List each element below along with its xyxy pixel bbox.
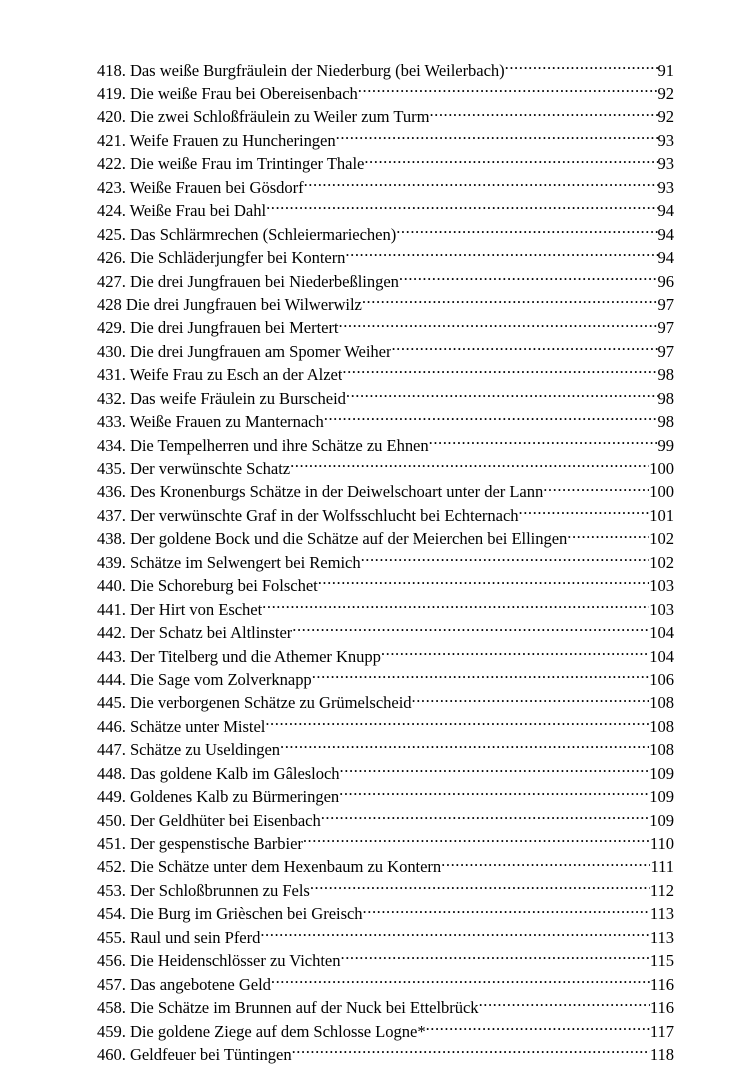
- toc-entry: [97, 200, 674, 223]
- toc-entry-page-number: 104: [649, 646, 674, 666]
- toc-entry-title: 422. Die weiße Frau im Trintinger Thale: [97, 154, 365, 174]
- toc-entry: [97, 997, 674, 1020]
- toc-entry: [97, 950, 674, 973]
- toc-entry-leader: [412, 692, 650, 709]
- toc-entry-page-number: 92: [657, 107, 674, 127]
- toc-entry-page-number: 98: [657, 388, 674, 408]
- toc-entry-title: 458. Die Schätze im Brunnen auf der Nuck bei Ettelbrück: [97, 998, 479, 1018]
- toc-entry-title: 421. Weife Frauen zu Huncheringen: [97, 130, 336, 150]
- toc-entry-leader: [364, 153, 657, 170]
- toc-entry: [97, 387, 674, 410]
- toc-entry-title: 429. Die drei Jungfrauen bei Mertert: [97, 318, 339, 338]
- toc-entry-page-number: 104: [649, 623, 674, 643]
- toc-entry: [97, 270, 674, 293]
- toc-entry-leader: [358, 82, 658, 99]
- toc-entry: [97, 176, 674, 199]
- toc-entry-page-number: 101: [649, 505, 674, 525]
- toc-entry-title: 431. Weife Frau zu Esch an der Alzet: [97, 365, 343, 385]
- toc-entry-leader: [260, 926, 650, 943]
- toc-entry: [97, 879, 674, 902]
- toc-entry-leader: [266, 200, 657, 217]
- toc-entry-title: 456. Die Heidenschlösser zu Vichten: [97, 951, 341, 971]
- toc-entry-title: 446. Schätze unter Mistel: [97, 716, 266, 736]
- toc-entry-title: 430. Die drei Jungfrauen am Spomer Weiher: [97, 341, 392, 361]
- toc-entry-leader: [262, 598, 649, 615]
- toc-entry-page-number: 115: [649, 951, 674, 971]
- toc-entry: [97, 340, 674, 363]
- toc-entry-title: 455. Raul und sein Pferd: [97, 927, 261, 947]
- toc-entry-leader: [429, 106, 657, 123]
- toc-entry-leader: [362, 293, 658, 310]
- toc-entry-title: 460. Geldfeuer bei Tüntingen: [97, 1044, 292, 1064]
- toc-entry-page-number: 108: [649, 740, 674, 760]
- toc-entry-page-number: 103: [649, 576, 674, 596]
- toc-entry-leader: [543, 481, 649, 498]
- toc-entry: [97, 668, 674, 691]
- toc-entry-title: 459. Die goldene Ziege auf dem Schlosse Logne*: [97, 1021, 426, 1041]
- toc-entry: [97, 293, 674, 316]
- toc-entry: [97, 786, 674, 809]
- toc-entry-page-number: 97: [657, 318, 674, 338]
- toc-entry-page-number: 99: [657, 435, 674, 455]
- toc-entry-page-number: 96: [657, 271, 674, 291]
- toc-entry: [97, 739, 674, 762]
- toc-entry-leader: [399, 270, 658, 287]
- toc-entry-leader: [292, 1043, 650, 1060]
- toc-entry-page-number: 108: [649, 693, 674, 713]
- toc-entry-title: 436. Des Kronenburgs Schätze in der Deiwelschoart unter der Lann: [97, 482, 544, 502]
- toc-entry: [97, 411, 674, 434]
- toc-entry-leader: [304, 176, 658, 193]
- toc-entry-leader: [340, 762, 650, 779]
- toc-entry-leader: [290, 457, 649, 474]
- toc-entry-page-number: 94: [657, 248, 674, 268]
- toc-entry: [97, 551, 674, 574]
- toc-entry-page-number: 117: [649, 1021, 674, 1041]
- toc-entry: [97, 106, 674, 129]
- toc-entry-title: 444. Die Sage vom Zolverknapp: [97, 669, 312, 689]
- toc-entry-title: 449. Goldenes Kalb zu Bürmeringen: [97, 787, 340, 807]
- toc-entry-leader: [363, 903, 650, 920]
- toc-entry-leader: [280, 739, 649, 756]
- toc-entry-page-number: 113: [649, 904, 674, 924]
- toc-entry: [97, 481, 674, 504]
- toc-entry-title: 443. Der Titelberg und die Athemer Knupp: [97, 646, 381, 666]
- toc-entry-page-number: 113: [649, 927, 674, 947]
- toc-entry-page-number: 93: [657, 130, 674, 150]
- toc-entry-title: 454. Die Burg im Grièschen bei Greisch: [97, 904, 363, 924]
- toc-entry-page-number: 109: [649, 763, 674, 783]
- toc-entry: [97, 82, 674, 105]
- toc-entry-leader: [292, 622, 649, 639]
- toc-entry: [97, 434, 674, 457]
- toc-entry-page-number: 102: [649, 529, 674, 549]
- toc-entry: [97, 457, 674, 480]
- toc-entry-title: 447. Schätze zu Useldingen: [97, 740, 281, 760]
- toc-entry-leader: [324, 411, 658, 428]
- toc-entry-page-number: 98: [657, 412, 674, 432]
- toc-entry: [97, 1020, 674, 1043]
- toc-entry-title: 434. Die Tempelherren und ihre Schätze zu Ehnen: [97, 435, 429, 455]
- toc-entry-title: 452. Die Schätze unter dem Hexenbaum zu Kontern: [97, 857, 442, 877]
- toc-entry-page-number: 97: [657, 341, 674, 361]
- toc-entry: [97, 809, 674, 832]
- toc-entry: [97, 364, 674, 387]
- toc-entry-leader: [519, 504, 650, 521]
- toc-entry-leader: [381, 645, 649, 662]
- toc-entry: [97, 598, 674, 621]
- toc-entry-leader: [336, 129, 658, 146]
- toc-entry: [97, 856, 674, 879]
- toc-entry-title: 450. Der Geldhüter bei Eisenbach: [97, 810, 321, 830]
- toc-entry-page-number: 93: [657, 177, 674, 197]
- toc-entry-page-number: 112: [649, 880, 674, 900]
- toc-entry-leader: [429, 434, 658, 451]
- toc-entry-leader: [339, 317, 658, 334]
- toc-entry-page-number: 116: [649, 974, 674, 994]
- toc-entry: [97, 622, 674, 645]
- toc-entry-page-number: 100: [649, 482, 674, 502]
- toc-entry: [97, 317, 674, 340]
- toc-entry-leader: [265, 715, 649, 732]
- toc-entry-leader: [391, 340, 657, 357]
- toc-entry-title: 426. Die Schläderjungfer bei Kontern: [97, 248, 346, 268]
- toc-entry-leader: [345, 247, 657, 264]
- toc-entry-page-number: 110: [649, 834, 674, 854]
- toc-entry-leader: [441, 856, 650, 873]
- toc-entry: [97, 575, 674, 598]
- toc-entry-title: 432. Das weife Fräulein zu Burscheid: [97, 388, 346, 408]
- toc-entry: [97, 59, 674, 82]
- toc-entry: [97, 926, 674, 949]
- toc-entry: [97, 762, 674, 785]
- toc-entry-page-number: 93: [657, 154, 674, 174]
- toc-entry-title: 439. Schätze im Selwengert bei Remich: [97, 552, 361, 572]
- toc-entry-title: 435. Der verwünschte Schatz: [97, 459, 291, 479]
- toc-entry-leader: [567, 528, 649, 545]
- toc-entry-title: 427. Die drei Jungfrauen bei Niederbeßlingen: [97, 271, 399, 291]
- toc-entry-title: 420. Die zwei Schloßfräulein zu Weiler zum Turm: [97, 107, 430, 127]
- toc-entry: [97, 1043, 674, 1066]
- toc-entry-leader: [339, 786, 649, 803]
- toc-entry-title: 424. Weiße Frau bei Dahl: [97, 201, 267, 221]
- toc-entry: [97, 153, 674, 176]
- toc-entry-title: 438. Der goldene Bock und die Schätze auf der Meierchen bei Ellingen: [97, 529, 568, 549]
- toc-entry-leader: [312, 668, 650, 685]
- toc-entry-page-number: 102: [649, 552, 674, 572]
- toc-entry-leader: [342, 364, 657, 381]
- toc-entry-leader: [271, 973, 650, 990]
- toc-entry-title: 441. Der Hirt von Eschet: [97, 599, 263, 619]
- toc-entry-leader: [426, 1020, 650, 1037]
- toc-entry-title: 437. Der verwünschte Graf in der Wolfsschlucht bei Echternach: [97, 505, 519, 525]
- toc-entry-title: 433. Weiße Frauen zu Manternach: [97, 412, 324, 432]
- toc-entry-leader: [318, 575, 650, 592]
- toc-entry-title: 425. Das Schlärmrechen (Schleiermariechen): [97, 224, 397, 244]
- toc-entry-page-number: 94: [657, 201, 674, 221]
- toc-entry: [97, 973, 674, 996]
- toc-entry-page-number: 116: [649, 998, 674, 1018]
- toc-entry-page-number: 92: [657, 84, 674, 104]
- toc-entry-page-number: 91: [657, 60, 674, 80]
- toc-entry-leader: [396, 223, 657, 240]
- toc-entry-leader: [346, 387, 658, 404]
- toc-entry-page-number: 103: [649, 599, 674, 619]
- toc-entry-page-number: 94: [657, 224, 674, 244]
- toc-entry: [97, 645, 674, 668]
- toc-entry-leader: [303, 832, 650, 849]
- toc-entry-title: 418. Das weiße Burgfräulein der Niederburg (bei Weilerbach): [97, 60, 505, 80]
- toc-entry: [97, 903, 674, 926]
- toc-entry: [97, 247, 674, 270]
- toc-entry: [97, 832, 674, 855]
- toc-entry-page-number: 100: [649, 459, 674, 479]
- toc-entry: [97, 715, 674, 738]
- toc-entry: [97, 223, 674, 246]
- toc-entry-title: 445. Die verborgenen Schätze zu Grümelscheid: [97, 693, 412, 713]
- toc-entry-title: 453. Der Schloßbrunnen zu Fels: [97, 880, 310, 900]
- toc-entry-title: 448. Das goldene Kalb im Gâlesloch: [97, 763, 340, 783]
- toc-entry-title: 428 Die drei Jungfrauen bei Wilwerwilz: [97, 294, 362, 314]
- toc-entry-title: 457. Das angebotene Geld: [97, 974, 271, 994]
- toc-entry-page-number: 97: [657, 294, 674, 314]
- toc-entry-page-number: 106: [649, 669, 674, 689]
- toc-entry-leader: [310, 879, 650, 896]
- toc-entry-page-number: 109: [649, 787, 674, 807]
- toc-entry-leader: [321, 809, 650, 826]
- toc-entry-page-number: 109: [649, 810, 674, 830]
- toc-entry-leader: [505, 59, 658, 76]
- toc-entry-title: 423. Weiße Frauen bei Gösdorf: [97, 177, 304, 197]
- toc-entry: [97, 692, 674, 715]
- toc-entry-page-number: 98: [657, 365, 674, 385]
- toc-entry-page-number: 118: [649, 1044, 674, 1064]
- toc-entry-page-number: 108: [649, 716, 674, 736]
- toc-entry: [97, 504, 674, 527]
- toc-entry-title: 442. Der Schatz bei Altlinster: [97, 623, 293, 643]
- toc-entry-title: 419. Die weiße Frau bei Obereisenbach: [97, 84, 358, 104]
- toc-entry: [97, 129, 674, 152]
- toc-entry-leader: [341, 950, 650, 967]
- toc-entry-title: 440. Die Schoreburg bei Folschet: [97, 576, 318, 596]
- table-of-contents-list: [97, 59, 674, 1067]
- toc-entry-page-number: 111: [650, 857, 674, 877]
- toc-entry: [97, 528, 674, 551]
- toc-entry-title: 451. Der gespenstische Barbier: [97, 834, 303, 854]
- toc-entry-leader: [479, 997, 650, 1014]
- toc-entry-leader: [361, 551, 650, 568]
